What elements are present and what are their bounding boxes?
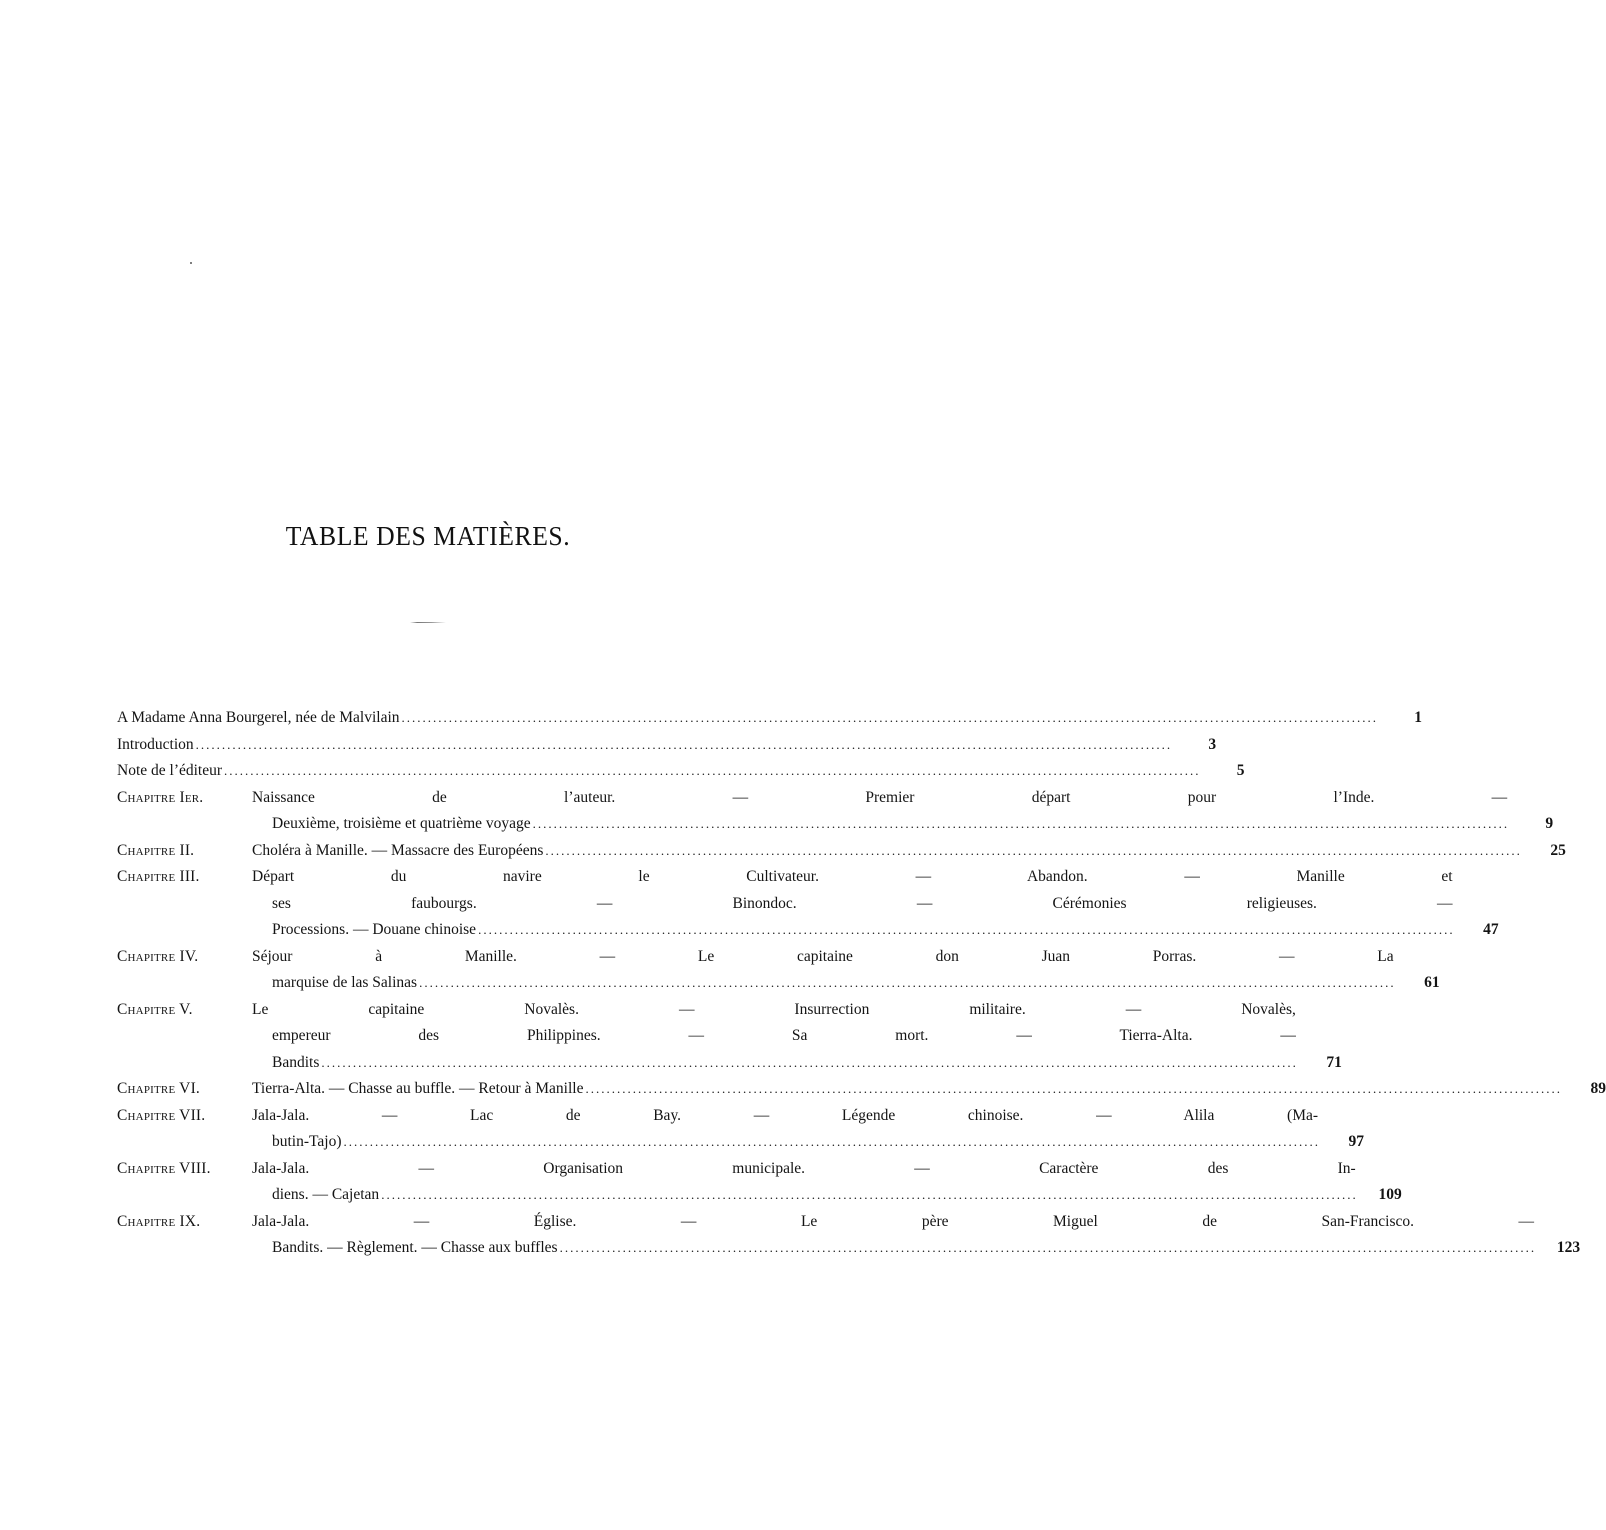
leader-dots [381,1182,1358,1209]
entry-line: marquise de las Salinas [272,974,418,991]
entry-line: butin-Tajo) [272,1133,342,1150]
chapter-label: Chapitre V. [117,1000,193,1018]
toc-entry-chapter-6[interactable] [117,1076,1606,1103]
entry-line: Le capitaine Novalès. — Insurrection militaire. — Novalès, [252,1000,1296,1018]
leader-dots [402,705,1379,732]
page-number: 61 [1424,974,1440,991]
chapter-label: Chapitre IX. [117,1212,201,1230]
chapter-label: Chapitre VIII. [117,1159,211,1177]
page-number: 109 [1378,1186,1402,1203]
toc-entry-dedication[interactable] [117,705,1423,732]
page-number: 3 [1208,735,1217,753]
chapter-label: Chapitre III. [117,868,200,885]
entry-text: Introduction [117,735,194,753]
toc-entry-chapter-4[interactable] [117,944,1440,997]
toc-entry-chapter-2[interactable] [117,838,1566,865]
title-ornament-rule [410,622,446,623]
chapter-label: Chapitre II. [117,841,195,859]
chapter-label: Chapitre IV. [117,947,199,965]
entry-line: Jala-Jala. — Lac de Bay. — Légende chinoise. — Alila (Ma- [252,1106,1319,1124]
toc-entry-introduction[interactable] [117,732,1217,759]
entry-line: Jala-Jala. — Organisation municipale. — Caractère des In- [252,1159,1356,1177]
table-of-contents [117,705,1606,1262]
entry-line: Deuxième, troisième et quatrième voyage [272,815,531,832]
entry-line: Bandits [272,1053,320,1071]
leader-dots [224,758,1201,785]
leader-dots [196,732,1173,759]
entry-line: Tierra-Alta. — Chasse au buffle. — Retour à Manille [252,1080,584,1097]
chapter-label: Chapitre VII. [117,1106,206,1124]
page-title: TABLE DES MATIÈRES. [285,521,571,551]
leader-dots [321,1050,1298,1077]
page-number: 25 [1550,841,1566,859]
toc-entry-chapter-3[interactable] [117,864,1499,944]
entry-text: Note de l’éditeur [117,762,223,779]
entry-line: empereur des Philippines. — Sa mort. — Tierra-Alta. — [272,1027,1296,1044]
entry-text: A Madame Anna Bourgerel, née de Malvilain [117,709,400,726]
toc-entry-chapter-5[interactable] [117,997,1342,1077]
leader-dots [585,1076,1562,1103]
leader-dots [419,970,1396,997]
toc-entry-note[interactable] [117,758,1245,785]
leader-dots [344,1129,1321,1156]
leader-dots [478,917,1455,944]
leader-dots [560,1235,1537,1262]
page-number: 47 [1483,921,1499,938]
entry-line: ses faubourgs. — Binondoc. — Cérémonies religieuses. — [272,894,1453,912]
toc-entry-chapter-8[interactable] [117,1156,1402,1209]
entry-line: Départ du navire le Cultivateur. — Abandon. — Manille et [252,868,1453,885]
page-number: 123 [1556,1239,1581,1256]
entry-line: Processions. — Douane chinoise [272,921,477,938]
page-number: 71 [1326,1053,1342,1071]
page-number: 5 [1236,762,1245,779]
entry-line: Jala-Jala. — Église. — Le père Miguel de San-Francisco. — [252,1212,1535,1230]
chapter-label: Chapitre Ier. [117,788,204,806]
entry-line: Séjour à Manille. — Le capitaine don Juan Porras. — La [252,947,1394,965]
paper-speck [190,262,192,264]
page-number: 97 [1348,1133,1365,1150]
entry-line: Bandits. — Règlement. — Chasse aux buffles [272,1239,558,1256]
page-number: 89 [1590,1080,1606,1097]
page-number: 9 [1545,815,1554,832]
toc-entry-chapter-9[interactable] [117,1209,1581,1262]
page-number: 1 [1414,709,1423,726]
entry-line: Naissance de l’auteur. — Premier départ pour l’Inde. — [252,788,1508,806]
entry-line: Choléra à Manille. — Massacre des Européens [252,841,544,859]
leader-dots [545,838,1522,865]
toc-entry-chapter-1[interactable] [117,785,1554,838]
chapter-label: Chapitre VI. [117,1080,201,1097]
entry-line: diens. — Cajetan [272,1186,380,1203]
toc-entry-chapter-7[interactable] [117,1103,1365,1156]
leader-dots [533,811,1510,838]
